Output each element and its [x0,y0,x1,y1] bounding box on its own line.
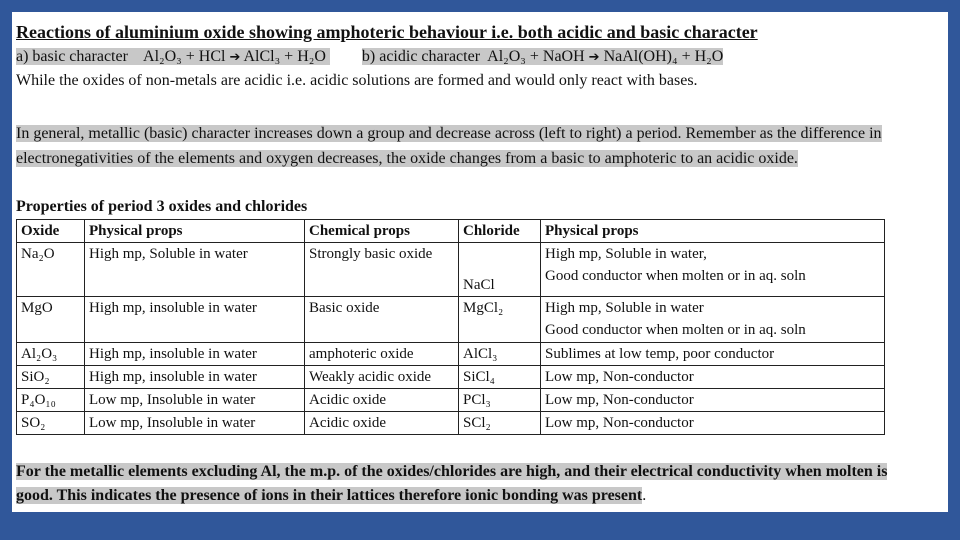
table-row [17,343,885,366]
chemical-cell: Strongly basic oxide [305,243,459,297]
oxide-physical-cell: Low mp, Insoluble in water [85,412,305,435]
chloride-physical-cell: Low mp, Non-conductor [541,366,885,389]
chloride-cell: NaCl [459,243,541,297]
header-oxide-physical: Physical props [85,220,305,243]
arrow-right-icon: ➔ [229,50,241,65]
oxide-cell: SO₂ [17,412,85,435]
oxide-cell: P₄O₁₀ [17,389,85,412]
chloride-cell: PCl₃ [459,389,541,412]
chloride-physical-cell: Sublimes at low temp, poor conductor [541,343,885,366]
chloride-physical-cell [541,243,885,297]
oxide-cell: MgO [17,297,85,343]
chemical-cell: Basic oxide [305,297,459,343]
acidic-reaction [362,48,723,65]
header-chemical: Chemical props [305,220,459,243]
conclusion-paragraph [16,460,928,508]
chloride-cell: SiCl₄ [459,366,541,389]
nonmetal-oxides-text: While the oxides of non-metals are acidic i.e. acidic solutions are formed and would only react with bases. [16,72,698,89]
chemical-cell: amphoteric oxide [305,343,459,366]
header-chloride-physical: Physical props [541,220,885,243]
oxide-cell: Na₂O [17,243,85,297]
chloride-physical-line: Good conductor when molten or in aq. soln [545,268,806,284]
oxide-cell: Al₂O₃ [17,343,85,366]
oxide-cell: SiO₂ [17,366,85,389]
page-title: Reactions of aluminium oxide showing amphoteric behaviour i.e. both acidic and basic character [16,22,758,42]
general-trend-text: In general, metallic (basic) character increases down a group and decrease across (left to right) a period. Remember as the difference in electronegativities of the elements and oxygen decreases, the oxide changes from a basic to amphoteric to an acidic oxide. [16,125,882,167]
general-trend-paragraph [16,121,926,171]
oxide-physical-cell: High mp, insoluble in water [85,297,305,343]
acidic-rhs: NaAl(OH)₄ + H₂O [603,48,724,65]
table-row [17,389,885,412]
table-row [17,366,885,389]
table-row [17,297,885,343]
chloride-cell: SCl₂ [459,412,541,435]
oxide-physical-cell: Low mp, Insoluble in water [85,389,305,412]
chloride-cell: AlCl₃ [459,343,541,366]
table-row [17,412,885,435]
basic-rhs: AlCl₃ + H₂O [243,48,326,65]
oxide-physical-cell: High mp, insoluble in water [85,366,305,389]
reaction-equations [16,48,723,66]
chemical-cell: Weakly acidic oxide [305,366,459,389]
chloride-cell: MgCl₂ [459,297,541,343]
chloride-physical-line: High mp, Soluble in water, [545,246,707,262]
chloride-physical-cell: Low mp, Non-conductor [541,389,885,412]
chloride-physical-cell [541,297,885,343]
properties-heading: Properties of period 3 oxides and chlorides [16,198,308,215]
arrow-right-icon: ➔ [588,50,600,65]
document-page [12,12,948,512]
header-oxide: Oxide [17,220,85,243]
chemical-cell: Acidic oxide [305,389,459,412]
conclusion-text: For the metallic elements excluding Al, the m.p. of the oxides/chlorides are high, and their electrical conductivity when molten is good. This indicates the presence of ions in their lattices therefore ionic bonding was present [16,463,888,504]
chloride-physical-line: High mp, Soluble in water [545,300,704,316]
acidic-label: b) acidic character [361,48,481,65]
chloride-physical-cell: Low mp, Non-conductor [541,412,885,435]
conclusion-end: . [642,487,647,504]
basic-lhs: Al₂O₃ + HCl [143,48,226,65]
table-header-row [17,220,885,243]
basic-label: a) basic character [16,48,128,65]
chemical-cell: Acidic oxide [305,412,459,435]
oxide-physical-cell: High mp, insoluble in water [85,343,305,366]
acidic-lhs: Al₂O₃ + NaOH [487,48,585,65]
period3-properties-table [16,219,885,435]
chloride-physical-line: Good conductor when molten or in aq. soln [545,322,806,338]
basic-reaction [16,48,330,65]
oxide-physical-cell: High mp, Soluble in water [85,243,305,297]
header-chloride: Chloride [459,220,541,243]
table-row [17,243,885,297]
